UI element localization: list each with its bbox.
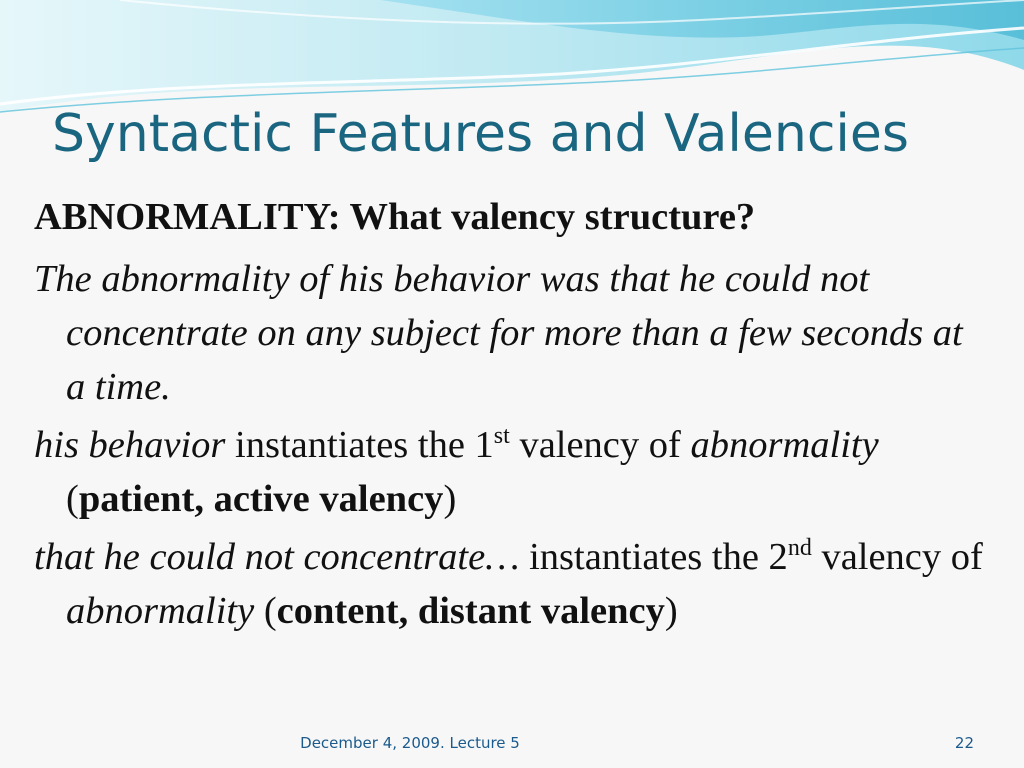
point2-ordinal-suffix: nd	[787, 535, 812, 562]
point1-close-paren: )	[443, 478, 457, 520]
slide-number: 22	[954, 734, 974, 752]
slide-heading: ABNORMALITY: What valency structure?	[34, 196, 756, 238]
point1-ordinal-suffix: st	[493, 423, 510, 450]
point2-valency-of: valency of	[811, 536, 983, 578]
point2-close-paren: )	[664, 590, 678, 632]
valency-point-1	[34, 418, 984, 526]
valency-point-2	[34, 530, 984, 638]
footer-date-lecture: December 4, 2009. Lecture 5	[300, 734, 520, 752]
slide-body	[34, 190, 984, 642]
point2-noun: abnormality	[66, 590, 255, 632]
point1-valency-of: valency of	[509, 424, 691, 466]
example-sentence: The abnormality of his behavior was that he could not concentrate on any subject for more than a few seconds at a time.	[34, 258, 963, 408]
point1-verb: instantiates the 1	[225, 424, 494, 466]
point1-open-paren: (	[66, 478, 79, 520]
point1-noun: abnormality	[690, 424, 879, 466]
point1-subject: his behavior	[34, 424, 226, 466]
point2-role: content, distant valency	[276, 590, 665, 632]
point2-subject: that he could not concentrate…	[34, 536, 520, 578]
point2-verb: instantiates the 2	[519, 536, 788, 578]
point2-open-paren: (	[254, 590, 277, 632]
point1-role: patient, active valency	[78, 478, 444, 520]
slide-title: Syntactic Features and Valencies	[52, 104, 909, 164]
